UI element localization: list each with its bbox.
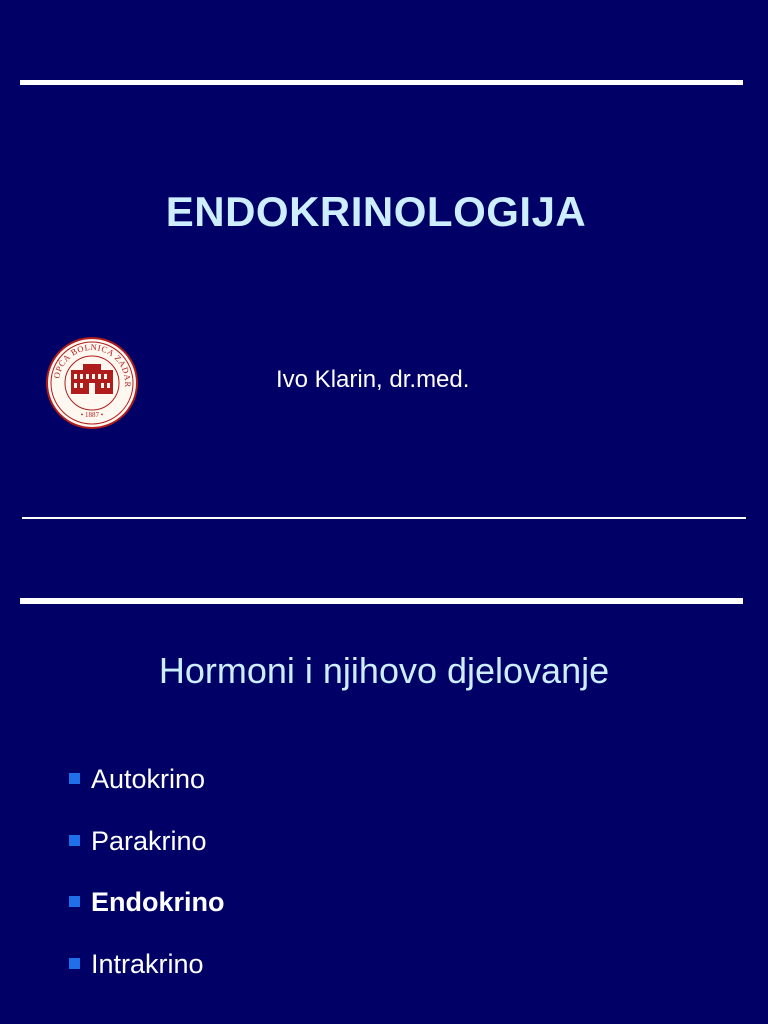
square-bullet-icon	[69, 773, 80, 784]
square-bullet-icon	[69, 958, 80, 969]
slide2-title: Hormoni i njihovo djelovanje	[158, 650, 610, 691]
slide-divider	[22, 517, 746, 519]
author-name: Ivo Klarin, dr.med.	[276, 366, 470, 393]
bullet-label: Autokrino	[91, 764, 206, 794]
bullet-label: Intrakrino	[91, 948, 204, 979]
hospital-seal-logo	[45, 336, 139, 430]
bullet-label: Parakrino	[91, 825, 207, 856]
slide1-title: ENDOKRINOLOGIJA	[165, 188, 587, 235]
slide1-top-rule	[20, 80, 743, 85]
square-bullet-icon	[69, 896, 80, 907]
svg-text:OPĆA BOLNICA ZADAR: OPĆA BOLNICA ZADAR	[51, 341, 134, 388]
slide2-top-rule	[20, 598, 743, 604]
square-bullet-icon	[69, 835, 80, 846]
svg-text:• 1887 •: • 1887 •	[80, 411, 104, 419]
bullet-label: Endokrino	[91, 887, 225, 917]
